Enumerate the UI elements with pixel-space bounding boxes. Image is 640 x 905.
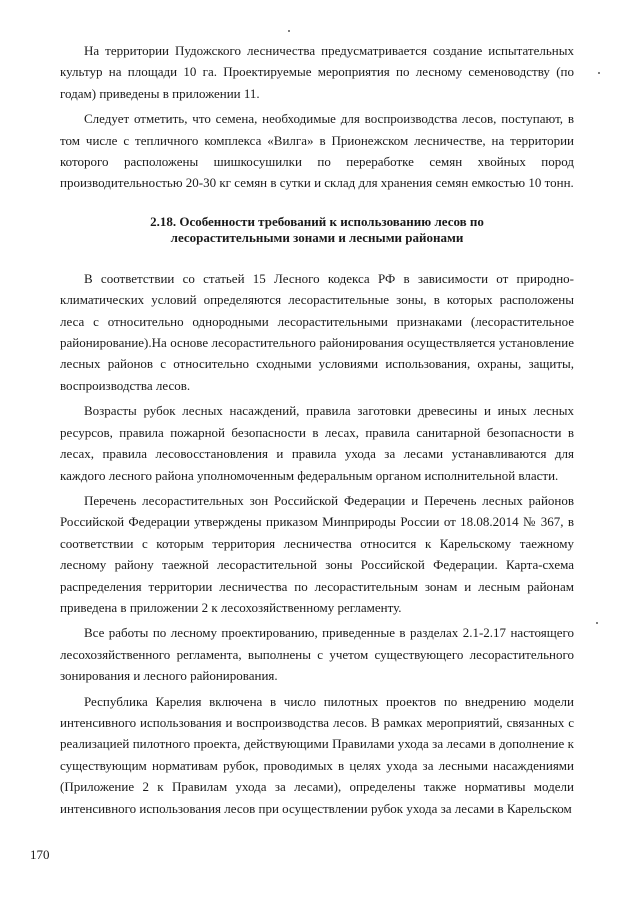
scan-speck (288, 30, 290, 32)
page-number: 170 (30, 847, 50, 862)
scan-speck (596, 622, 598, 624)
paragraph-design-works: Все работы по лесному проектированию, приведенные в разделах 2.1-2.17 настоящего лесохозяйственного регламента, выполнены с учетом существующего лесорастительного зонирования и лесного районирования. (60, 625, 574, 684)
scan-speck (598, 72, 600, 74)
paragraph-seed-supply: Следует отметить, что семена, необходимые для воспроизводства лесов, поступают, в том числе с тепличного комплекса «Вилга» в Прионежском лесничестве, на территории которого расположены шишкосушилки по переработке семян хвойных пород производительностью 20-30 кг семян в сутки и склад для хранения семян емкостью 10 тонн. (60, 111, 574, 191)
section-heading-line-2: лесорастительными зонами и лесными районами (170, 229, 464, 245)
page-content (60, 40, 574, 819)
section-heading-line-1: 2.18. Особенности требований к использованию лесов по (150, 213, 484, 229)
paragraph-forest-zones: В соответствии со статьей 15 Лесного кодекса РФ в зависимости от природно-климатических условий определяются лесорастительные зоны, в которых расположены леса с относительно однородными лесорастительными признаками (лесорастительное районирование).На основе лесорастительного районирования осуществляется установление лесных районов с относительно сходными условиями использования, охраны, защиты, воспроизводства лесов. (60, 270, 574, 393)
paragraph-karelia-pilot: Республика Карелия включена в число пилотных проектов по внедрению модели интенсивного использования и воспроизводства лесов. В рамках мероприятий, связанных с реализацией пилотного проекта, действующими Правилами ухода за лесами в дополнение к существующим нормативам рубок, проводимых в целях ухода за лесными насаждениями (Приложение 2 к Правилам ухода за лесами), определены также нормативы модели интенсивного использования лесов при осуществлении рубок ухода за лесами в Карельском (60, 693, 574, 816)
paragraph-zone-list: Перечень лесорастительных зон Российской Федерации и Перечень лесных районов Российской Федерации утверждены приказом Минприроды России от 18.08.2014 № 367, в соответствии с которым территория лесничества относится к Карельскому таежному лесному району таежной лесорастительной зоны Российской Федерации. Карта-схема распределения территории лесничества по лесорастительным зонам и лесным районам приведена в приложении 2 к лесохозяйственному регламенту. (60, 492, 574, 615)
paragraph-seed-cultures: На территории Пудожского лесничества предусматривается создание испытательных культур на площади 10 га. Проектируемые мероприятия по лесному семеноводству (по годам) приведены в приложении 11. (60, 43, 574, 101)
section-heading (60, 214, 574, 246)
paragraph-felling-ages: Возрасты рубок лесных насаждений, правила заготовки древесины и иных лесных ресурсов, правила пожарной безопасности в лесах, правила санитарной безопасности в лесах, правила лесовосстановления и правила ухода за лесами устанавливаются для каждого лесного района уполномоченным федеральным органом исполнительной власти. (60, 403, 574, 483)
